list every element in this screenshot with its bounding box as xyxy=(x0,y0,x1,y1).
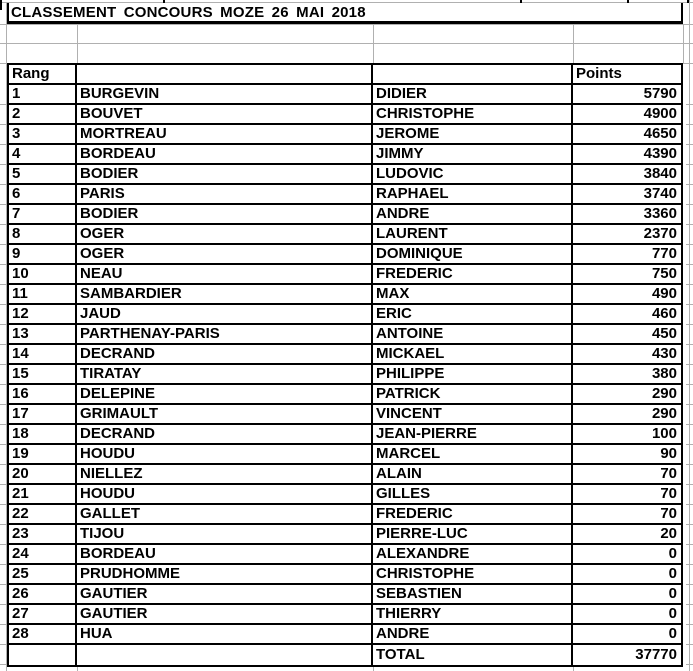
cell-firstname[interactable]: FREDERIC xyxy=(373,505,573,525)
cell-rank[interactable]: 19 xyxy=(9,445,77,465)
header-lastname[interactable] xyxy=(77,65,373,85)
cell-lastname[interactable]: GRIMAULT xyxy=(77,405,373,425)
cell-rank[interactable]: 5 xyxy=(9,165,77,185)
gridline xyxy=(373,667,374,671)
cell-points[interactable]: 100 xyxy=(573,425,681,445)
cell-firstname[interactable]: ERIC xyxy=(373,305,573,325)
gridline xyxy=(573,667,574,671)
cell-rank[interactable]: 18 xyxy=(9,425,77,445)
cell-points[interactable]: 70 xyxy=(573,465,681,485)
title-cell[interactable] xyxy=(7,3,683,24)
cell-rank[interactable]: 2 xyxy=(9,105,77,125)
cell-rank[interactable]: 27 xyxy=(9,605,77,625)
cell-rank[interactable]: 17 xyxy=(9,405,77,425)
total-row-rank-cell[interactable] xyxy=(9,645,77,665)
gridline xyxy=(77,667,78,671)
cell-rank[interactable]: 4 xyxy=(9,145,77,165)
cell-firstname[interactable]: JEAN-PIERRE xyxy=(373,425,573,445)
cell-points[interactable]: 290 xyxy=(573,385,681,405)
cell-points[interactable]: 3360 xyxy=(573,205,681,225)
cell-lastname[interactable]: TIJOU xyxy=(77,525,373,545)
cell-firstname[interactable]: ALAIN xyxy=(373,465,573,485)
cell-lastname[interactable]: JAUD xyxy=(77,305,373,325)
cell-points[interactable]: 2370 xyxy=(573,225,681,245)
cell-lastname[interactable]: HOUDU xyxy=(77,485,373,505)
total-points-cell[interactable]: 37770 xyxy=(573,645,681,665)
gridline xyxy=(0,43,693,44)
cell-points[interactable]: 0 xyxy=(573,545,681,565)
cell-points[interactable]: 0 xyxy=(573,585,681,605)
cell-points[interactable]: 20 xyxy=(573,525,681,545)
gridline xyxy=(373,24,374,63)
cell-lastname[interactable]: BURGEVIN xyxy=(77,85,373,105)
cell-points[interactable]: 5790 xyxy=(573,85,681,105)
cell-rank[interactable]: 15 xyxy=(9,365,77,385)
cell-points[interactable]: 450 xyxy=(573,325,681,345)
cell-firstname[interactable]: FREDERIC xyxy=(373,265,573,285)
cell-rank[interactable]: 10 xyxy=(9,265,77,285)
cell-points[interactable]: 490 xyxy=(573,285,681,305)
cell-firstname[interactable]: JEROME xyxy=(373,125,573,145)
cell-points[interactable]: 0 xyxy=(573,625,681,645)
cell-lastname[interactable]: TIRATAY xyxy=(77,365,373,385)
cell-lastname[interactable]: PARTHENAY-PARIS xyxy=(77,325,373,345)
cell-firstname[interactable]: ANDRE xyxy=(373,625,573,645)
cell-firstname[interactable]: MARCEL xyxy=(373,445,573,465)
cell-points[interactable]: 3740 xyxy=(573,185,681,205)
cell-lastname[interactable]: DECRAND xyxy=(77,345,373,365)
cell-firstname[interactable]: MAX xyxy=(373,285,573,305)
cell-points[interactable]: 770 xyxy=(573,245,681,265)
cell-firstname[interactable]: THIERRY xyxy=(373,605,573,625)
cell-lastname[interactable]: HOUDU xyxy=(77,445,373,465)
cell-firstname[interactable]: VINCENT xyxy=(373,405,573,425)
cell-points[interactable]: 750 xyxy=(573,265,681,285)
cell-lastname[interactable]: PRUDHOMME xyxy=(77,565,373,585)
cell-lastname[interactable]: BORDEAU xyxy=(77,545,373,565)
cell-lastname[interactable]: DECRAND xyxy=(77,425,373,445)
cell-rank[interactable]: 9 xyxy=(9,245,77,265)
gridline xyxy=(683,24,684,63)
cell-firstname[interactable]: CHRISTOPHE xyxy=(373,565,573,585)
cell-lastname[interactable]: GALLET xyxy=(77,505,373,525)
cell-rank[interactable]: 20 xyxy=(9,465,77,485)
cell-points[interactable]: 290 xyxy=(573,405,681,425)
cell-firstname[interactable]: JIMMY xyxy=(373,145,573,165)
cell-firstname[interactable]: ALEXANDRE xyxy=(373,545,573,565)
cell-lastname[interactable]: OGER xyxy=(77,245,373,265)
cell-points[interactable]: 4650 xyxy=(573,125,681,145)
cell-rank[interactable]: 21 xyxy=(9,485,77,505)
cell-points[interactable]: 70 xyxy=(573,505,681,525)
page-title: CLASSEMENT CONCOURS MOZE 26 MAI 2018 xyxy=(11,3,366,21)
cell-lastname[interactable]: BORDEAU xyxy=(77,145,373,165)
cell-lastname[interactable]: NIELLEZ xyxy=(77,465,373,485)
cell-points[interactable]: 380 xyxy=(573,365,681,385)
cell-rank[interactable]: 3 xyxy=(9,125,77,145)
cell-firstname[interactable]: PHILIPPE xyxy=(373,365,573,385)
cell-lastname[interactable]: BOUVET xyxy=(77,105,373,125)
cell-firstname[interactable]: RAPHAEL xyxy=(373,185,573,205)
cell-lastname[interactable]: SAMBARDIER xyxy=(77,285,373,305)
cell-lastname[interactable]: DELEPINE xyxy=(77,385,373,405)
cell-rank[interactable]: 24 xyxy=(9,545,77,565)
cell-lastname[interactable]: HUA xyxy=(77,625,373,645)
cell-firstname[interactable]: CHRISTOPHE xyxy=(373,105,573,125)
cell-firstname[interactable]: LUDOVIC xyxy=(373,165,573,185)
cell-firstname[interactable]: PIERRE-LUC xyxy=(373,525,573,545)
cell-lastname[interactable]: OGER xyxy=(77,225,373,245)
cell-points[interactable]: 4900 xyxy=(573,105,681,125)
cell-rank[interactable]: 8 xyxy=(9,225,77,245)
cell-firstname[interactable]: LAURENT xyxy=(373,225,573,245)
gridline-row-marks-left xyxy=(0,85,6,665)
cell-lastname[interactable]: BODIER xyxy=(77,165,373,185)
cell-points[interactable]: 3840 xyxy=(573,165,681,185)
cell-points[interactable]: 0 xyxy=(573,605,681,625)
cell-rank[interactable]: 1 xyxy=(9,85,77,105)
cell-points[interactable]: 4390 xyxy=(573,145,681,165)
gridline xyxy=(77,24,78,63)
cell-rank[interactable]: 12 xyxy=(9,305,77,325)
cell-lastname[interactable]: GAUTIER xyxy=(77,605,373,625)
cell-rank[interactable]: 6 xyxy=(9,185,77,205)
cell-firstname[interactable]: DIDIER xyxy=(373,85,573,105)
gridline xyxy=(573,24,574,63)
cell-rank[interactable]: 13 xyxy=(9,325,77,345)
cell-firstname[interactable]: MICKAEL xyxy=(373,345,573,365)
cell-rank[interactable]: 22 xyxy=(9,505,77,525)
cell-rank[interactable]: 16 xyxy=(9,385,77,405)
cell-points[interactable]: 90 xyxy=(573,445,681,465)
cell-lastname[interactable]: PARIS xyxy=(77,185,373,205)
cell-rank[interactable]: 14 xyxy=(9,345,77,365)
cell-points[interactable]: 70 xyxy=(573,485,681,505)
border-fragment xyxy=(0,0,2,10)
cell-lastname[interactable]: GAUTIER xyxy=(77,585,373,605)
cell-rank[interactable]: 28 xyxy=(9,625,77,645)
border-fragment xyxy=(687,0,689,3)
ranking-table xyxy=(7,63,683,667)
cell-firstname[interactable]: PATRICK xyxy=(373,385,573,405)
cell-lastname[interactable]: MORTREAU xyxy=(77,125,373,145)
cell-rank[interactable]: 7 xyxy=(9,205,77,225)
cell-firstname[interactable]: GILLES xyxy=(373,485,573,505)
cell-points[interactable]: 0 xyxy=(573,565,681,585)
cell-points[interactable]: 460 xyxy=(573,305,681,325)
header-rang[interactable]: Rang xyxy=(9,65,77,85)
cell-firstname[interactable]: ANTOINE xyxy=(373,325,573,345)
cell-rank[interactable]: 25 xyxy=(9,565,77,585)
cell-rank[interactable]: 11 xyxy=(9,285,77,305)
cell-firstname[interactable]: DOMINIQUE xyxy=(373,245,573,265)
gridline-row-marks-right xyxy=(686,85,693,665)
header-points[interactable]: Points xyxy=(573,65,681,85)
cell-firstname[interactable]: ANDRE xyxy=(373,205,573,225)
header-firstname[interactable] xyxy=(373,65,573,85)
total-row-name-cell[interactable] xyxy=(77,645,373,665)
cell-lastname[interactable]: NEAU xyxy=(77,265,373,285)
total-label-cell[interactable]: TOTAL xyxy=(373,645,573,665)
gridline xyxy=(0,24,693,25)
cell-rank[interactable]: 26 xyxy=(9,585,77,605)
cell-rank[interactable]: 23 xyxy=(9,525,77,545)
cell-points[interactable]: 430 xyxy=(573,345,681,365)
cell-firstname[interactable]: SEBASTIEN xyxy=(373,585,573,605)
cell-lastname[interactable]: BODIER xyxy=(77,205,373,225)
